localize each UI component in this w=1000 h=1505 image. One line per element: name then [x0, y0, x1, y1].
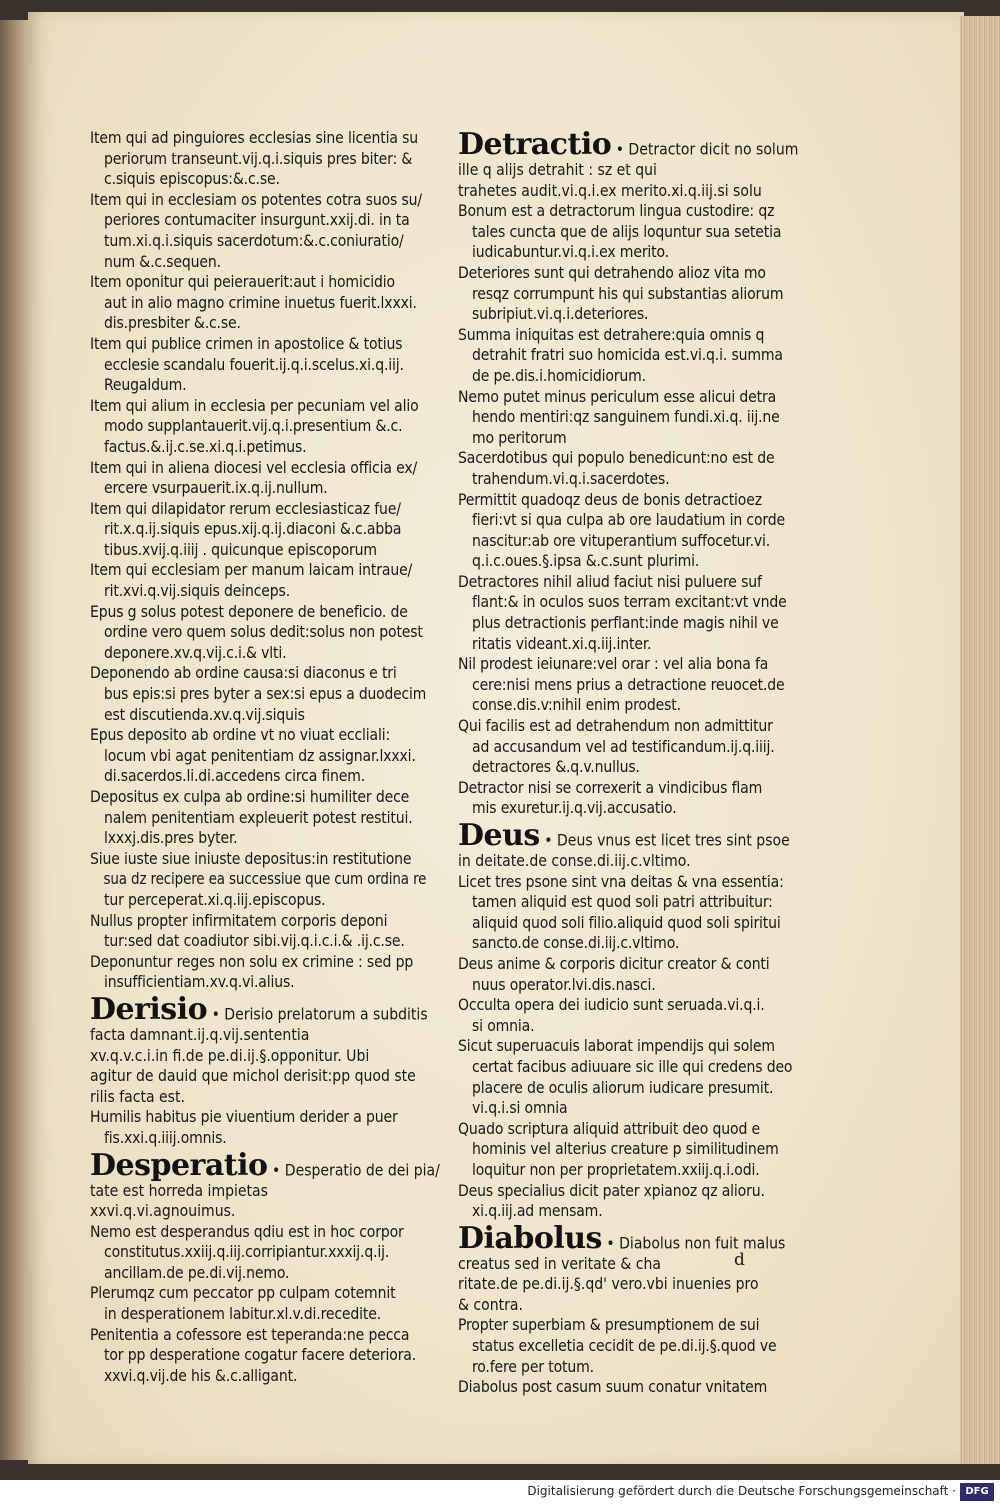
- text-line: trahetes audit.vi.q.i.ex merito.xi.q.iij.si solu: [458, 181, 762, 200]
- index-entry: [458, 201, 808, 263]
- text-line: ille q alijs detrahit : sz et qui: [458, 161, 657, 179]
- text-line: Epus deposito ab ordine vt no viuat eccliali:: [90, 726, 391, 745]
- text-line: aliquid quod soli filio.aliquid quod soli spiritui: [472, 913, 781, 932]
- index-entry: [458, 325, 808, 387]
- text-line: periores contumaciter insurgunt.xxij.di. in ta: [104, 211, 410, 230]
- text-line: Sacerdotibus qui populo benedicunt:no est de: [458, 449, 775, 468]
- text-line: tales cuncta que de alijs loquntur sua setetia: [472, 222, 782, 241]
- text-line: Deponuntur reges non solu ex crimine : sed pp: [90, 952, 414, 971]
- text-line: vi.q.i.si omnia: [472, 1099, 568, 1118]
- text-line: lxxxj.dis.pres byter.: [104, 829, 238, 848]
- digitization-footer: [0, 1480, 1000, 1505]
- text-line: ancillam.de pe.di.vij.nemo.: [104, 1263, 290, 1282]
- lemma-heading-block: Detractio • Detractor dicit no solum ille q alijs detrahit : sz et qui trahetes audit.vi.q.i.ex merito.xi.q.iij.si solu: [458, 127, 799, 200]
- text-line: locum vbi agat penitentiam dz assignar.lxxxi.: [104, 746, 416, 765]
- text-line: ercere vsurpauerit.ix.q.ij.nullum.: [104, 479, 328, 498]
- text-line: placere de oculis aliorum iudicare presumit.: [472, 1078, 774, 1097]
- text-line: Epus g solus potest deponere de beneficio. de: [90, 602, 408, 621]
- text-line: Nemo est desperandus qdiu est in hoc corpor: [90, 1222, 404, 1241]
- text-line: iudicabuntur.vi.q.i.ex merito.: [472, 243, 669, 262]
- text-line: detrahit fratri suo homicida est.vi.q.i. summa: [472, 346, 783, 365]
- text-line: ritatis videant.xi.q.iij.inter.: [472, 634, 652, 653]
- footer-credit: Digitalisierung gefördert durch die Deutsche Forschungsgemeinschaft ·: [527, 1484, 956, 1498]
- text-line: tur perceperat.xi.q.iij.episcopus.: [104, 890, 326, 909]
- index-entry: [90, 663, 440, 725]
- text-line: periorum transeunt.vij.q.i.siquis pres biter: &: [104, 149, 413, 168]
- text-line: ritate.de pe.di.ij.§.qd' vero.vbi inuenies pro: [458, 1275, 759, 1294]
- text-line: Desperatio de dei pia/: [284, 1160, 440, 1179]
- text-line: tamen aliquid est quod soli patri attribuitur:: [472, 893, 773, 912]
- index-entry: [90, 1107, 440, 1148]
- text-line: aut in alio magno crimine inuetus fuerit.lxxxi.: [104, 293, 417, 312]
- text-line: conse.dis.v:nihil enim prodest.: [472, 696, 681, 715]
- text-line: Detractor nisi se correxerit a vindicibus flam: [458, 778, 763, 797]
- text-line: tate est horreda impietas: [90, 1181, 268, 1200]
- index-entry: [90, 1325, 440, 1387]
- index-entry: [90, 602, 440, 664]
- index-entry: [90, 787, 440, 849]
- text-line: fieri:vt si qua culpa ab ore laudatium in corde: [472, 511, 785, 530]
- text-line: in desperationem labitur.xl.v.di.recedite.: [104, 1305, 382, 1324]
- dfg-logo: DFG: [960, 1483, 994, 1501]
- index-entry: [90, 1283, 440, 1324]
- index-entry: [90, 560, 440, 601]
- text-line: certat facibus adiuuare sic ille qui credens deo: [472, 1057, 793, 1076]
- text-line: tum.xi.q.i.siquis sacerdotum:&.c.coniuratio/: [104, 231, 404, 250]
- index-entry: [458, 1315, 808, 1377]
- index-entry: [90, 911, 440, 952]
- text-line: Siue iuste siue iniuste depositus:in restitutione: [90, 849, 412, 868]
- text-line: de pe.dis.i.homicidiorum.: [472, 366, 646, 385]
- index-entry: [458, 716, 808, 778]
- text-line: Deponendo ab ordine causa:si diaconus e tri: [90, 664, 397, 683]
- text-line: Diabolus non fuit malus: [619, 1234, 786, 1253]
- text-line: & contra.: [458, 1295, 523, 1314]
- text-line: bus epis:si pres byter a sex:si epus a duodecim: [103, 685, 427, 704]
- right-text-column: [458, 128, 808, 1398]
- text-line: Item oponitur qui peierauerit:aut i homicidio: [90, 273, 395, 292]
- text-line: subripiut.vi.q.i.deteriores.: [472, 305, 649, 324]
- text-line: nalem penitentiam expleuerit potest restitui.: [104, 808, 413, 827]
- index-entry: [458, 490, 808, 572]
- index-entry: [458, 448, 808, 489]
- index-entry: [90, 128, 440, 190]
- text-line: trahendum.vi.q.i.sacerdotes.: [472, 469, 670, 488]
- text-line: Deteriores sunt qui detrahendo alioz vita mo: [458, 263, 766, 282]
- previous-page-edge: [0, 20, 30, 1460]
- text-line: Deus vnus est licet tres sint psoe: [557, 831, 790, 850]
- text-line: Summa iniquitas est detrahere:quia omnis q: [458, 325, 765, 344]
- text-line: detractores &.q.v.nullus.: [472, 758, 640, 777]
- index-entry: [458, 954, 808, 995]
- text-line: di.sacerdos.li.di.accedens circa finem.: [104, 767, 366, 786]
- index-entry: [458, 1119, 808, 1181]
- text-line: Item qui publice crimen in apostolice & totius: [90, 334, 403, 353]
- text-line: Derisio prelatorum a subditis: [224, 1005, 428, 1024]
- text-line: Nemo putet minus periculum esse alicui detra: [458, 387, 777, 406]
- text-line: mis exuretur.ij.q.vij.accusatio.: [472, 799, 677, 818]
- text-line: factus.&.ij.c.se.xi.q.i.petimus.: [104, 437, 307, 456]
- text-line: Sicut superuacuis laborat impendijs qui solem: [458, 1037, 775, 1056]
- index-entry: [458, 654, 808, 716]
- text-line: Nil prodest ieiunare:vel orar : vel alia bona fa: [458, 655, 769, 674]
- text-line: Detractores nihil aliud faciut nisi puluere suf: [458, 572, 762, 591]
- text-line: Reugaldum.: [104, 376, 187, 395]
- text-line: c.siquis episcopus:&.c.se.: [104, 170, 280, 189]
- text-line: xxvi.q.vij.de his &.c.alligant.: [104, 1366, 298, 1385]
- text-line: Item qui ecclesiam per manum laicam intraue/: [90, 561, 413, 580]
- text-line: fis.xxi.q.iiij.omnis.: [104, 1128, 227, 1147]
- index-entry: [90, 849, 440, 911]
- text-line: Permittit quadoqz deus de bonis detractioez: [458, 490, 762, 509]
- text-line: rit.x.q.ij.siquis epus.xij.q.ij.diaconi &.c.abba: [104, 520, 402, 539]
- index-entry: [458, 572, 808, 654]
- text-line: Detractor dicit no solum: [628, 140, 799, 159]
- text-line: q.i.c.oues.§.ipsa &.c.sunt plurimi.: [472, 552, 700, 571]
- index-entry: [458, 872, 808, 954]
- page-fore-edge: [960, 16, 1000, 1464]
- index-entry: [90, 725, 440, 787]
- text-line: Diabolus post casum suum conatur vnitatem: [458, 1378, 768, 1397]
- index-entry: [90, 1222, 440, 1284]
- text-line: Humilis habitus pie viuentium derider a puer: [90, 1108, 398, 1127]
- text-line: xv.q.v.c.i.in fi.de pe.di.ij.§.opponitur. Ubi: [90, 1046, 370, 1065]
- index-entry: [458, 778, 808, 819]
- text-line: Occulta opera dei iudicio sunt seruada.vi.q.i.: [458, 996, 765, 1015]
- text-line: sancto.de conse.di.iij.c.vltimo.: [472, 934, 680, 953]
- text-line: facta damnant.ij.q.vij.sententia: [90, 1025, 310, 1044]
- text-line: agitur de dauid que michol derisit:pp quod ste: [90, 1067, 416, 1086]
- text-line: loquitur non per proprietatem.xxiij.q.i.odi.: [472, 1160, 760, 1179]
- text-line: dis.presbiter &.c.se.: [104, 314, 241, 333]
- text-line: hendo mentiri:qz sanguinem fundi.xi.q. iij.ne: [472, 408, 780, 427]
- lemma-heading: Deus: [458, 818, 540, 853]
- index-entry: [458, 387, 808, 449]
- lemma-heading: Diabolus: [458, 1220, 602, 1256]
- text-line: mo peritorum: [472, 428, 567, 447]
- text-line: si omnia.: [472, 1016, 535, 1035]
- text-line: hominis vel alterius creature p similitudinem: [472, 1140, 779, 1159]
- text-line: Propter superbiam & presumptionem de sui: [458, 1316, 760, 1335]
- lemma-heading: Derisio: [90, 991, 208, 1027]
- text-line: plus detractionis perflant:inde magis nihil ve: [472, 614, 779, 633]
- text-line: flant:& in oculos suos terram excitant:vt vnde: [472, 593, 787, 612]
- text-line: Item qui alium in ecclesia per pecuniam vel alio: [90, 396, 419, 415]
- index-entry: [90, 499, 440, 561]
- text-line: Depositus ex culpa ab ordine:si humiliter dece: [90, 788, 410, 806]
- text-line: insufficientiam.xv.q.vi.alius.: [104, 973, 295, 992]
- text-line: xxvi.q.vi.agnouimus.: [90, 1202, 236, 1221]
- text-line: Licet tres psone sint vna deitas & vna essentia:: [458, 872, 784, 891]
- index-entry: [90, 190, 440, 272]
- text-line: sua dz recipere ea successiue que cum ordina re: [103, 870, 427, 889]
- index-entry: [458, 263, 808, 325]
- text-line: status excelletia cecidit de pe.di.ij.§.quod ve: [472, 1337, 777, 1356]
- lemma-heading: Desperatio: [90, 1147, 268, 1183]
- lemma-heading-block: Diabolus • Diabolus non fuit malus creatus sed in veritate & cha ritate.de pe.di.ij.§.qd' vero.vbi inuenies pro & contra.: [458, 1220, 786, 1314]
- text-line: modo supplantauerit.vij.q.i.presentium &.c.: [104, 417, 403, 436]
- index-entry: [90, 952, 440, 993]
- text-line: Item qui ad pinguiores ecclesias sine licentia su: [90, 129, 418, 147]
- text-line: constitutus.xxiij.q.iij.corripiantur.xxxij.q.ij.: [104, 1243, 390, 1262]
- text-line: Quado scriptura aliquid attribuit deo quod e: [458, 1119, 760, 1138]
- index-entry: [90, 272, 440, 334]
- text-line: rilis facta est.: [90, 1087, 185, 1106]
- text-line: deponere.xv.q.vij.c.i.& vlti.: [104, 643, 287, 662]
- text-line: ro.fere per totum.: [472, 1357, 594, 1376]
- text-line: est discutienda.xv.q.vij.siquis: [104, 705, 305, 724]
- lemma-heading-block: Deus • Deus vnus est licet tres sint psoe in deitate.de conse.di.iij.c.vltimo.: [458, 818, 790, 870]
- index-entry: [90, 396, 440, 458]
- text-line: Deus specialius dicit pater xpianoz qz alioru.: [458, 1181, 765, 1200]
- text-line: Item qui in ecclesiam os potentes cotra suos su/: [90, 190, 422, 209]
- index-entry: [458, 995, 808, 1036]
- text-line: nuus operator.lvi.dis.nasci.: [472, 975, 656, 994]
- text-line: Deus anime & corporis dicitur creator & conti: [458, 954, 770, 973]
- text-line: tibus.xvij.q.iiij . quicunque episcoporum: [104, 540, 377, 559]
- index-entry: [458, 1377, 808, 1398]
- text-line: Bonum est a detractorum lingua custodire: qz: [458, 202, 775, 221]
- lemma-heading: Detractio: [458, 127, 612, 162]
- text-line: nascitur:ab ore vituperantium suffocetur.vi.: [472, 531, 771, 550]
- text-line: cere:nisi mens prius a detractione reuocet.de: [472, 675, 785, 694]
- lemma-heading-block: Desperatio • Desperatio de dei pia/ tate est horreda impietas xxvi.q.vi.agnouimus.: [90, 1147, 440, 1221]
- text-line: resqz corrumpunt his qui substantias aliorum: [472, 284, 784, 303]
- left-text-column: [90, 128, 440, 1386]
- text-line: Item qui in aliena diocesi vel ecclesia officia ex/: [90, 458, 418, 477]
- text-line: Item qui dilapidator rerum ecclesiasticaz fue/: [90, 499, 401, 518]
- text-line: Qui facilis est ad detrahendum non admittitur: [458, 717, 773, 736]
- index-entry: [90, 334, 440, 396]
- text-line: ordine vero quem solus dedit:solus non potest: [104, 623, 423, 642]
- text-line: ad accusandum vel ad testificandum.ij.q.iiij.: [472, 737, 775, 756]
- signature-mark: d: [734, 1250, 745, 1270]
- text-line: tur:sed dat coadiutor sibi.vij.q.i.c.i.& .ij.c.se.: [104, 932, 405, 951]
- lemma-heading-block: Derisio • Derisio prelatorum a subditis facta damnant.ij.q.vij.sententia xv.q.v.c.i.in fi.de pe.di.ij.§.opponitur. Ubi agitur de dauid que michol derisit:pp quod ste rilis facta est.: [90, 991, 428, 1106]
- index-entry: [90, 458, 440, 499]
- text-line: Plerumqz cum peccator pp culpam cotemnit: [90, 1284, 396, 1303]
- text-line: in deitate.de conse.di.iij.c.vltimo.: [458, 852, 691, 870]
- text-line: num &.c.sequen.: [104, 252, 221, 271]
- text-line: xi.q.iij.ad mensam.: [472, 1202, 603, 1221]
- text-line: Penitentia a cofessore est teperanda:ne pecca: [90, 1325, 410, 1344]
- text-line: tor pp desperatione cogatur facere deteriora.: [104, 1346, 417, 1365]
- index-entry: [458, 1036, 808, 1118]
- text-line: ecclesie scandalu fouerit.ij.q.i.scelus.xi.q.iij.: [104, 355, 404, 374]
- text-line: rit.xvi.q.vij.siquis deinceps.: [104, 582, 291, 601]
- index-entry: [458, 1181, 808, 1222]
- text-line: Nullus propter infirmitatem corporis deponi: [90, 911, 388, 930]
- text-line: creatus sed in veritate & cha: [458, 1254, 661, 1273]
